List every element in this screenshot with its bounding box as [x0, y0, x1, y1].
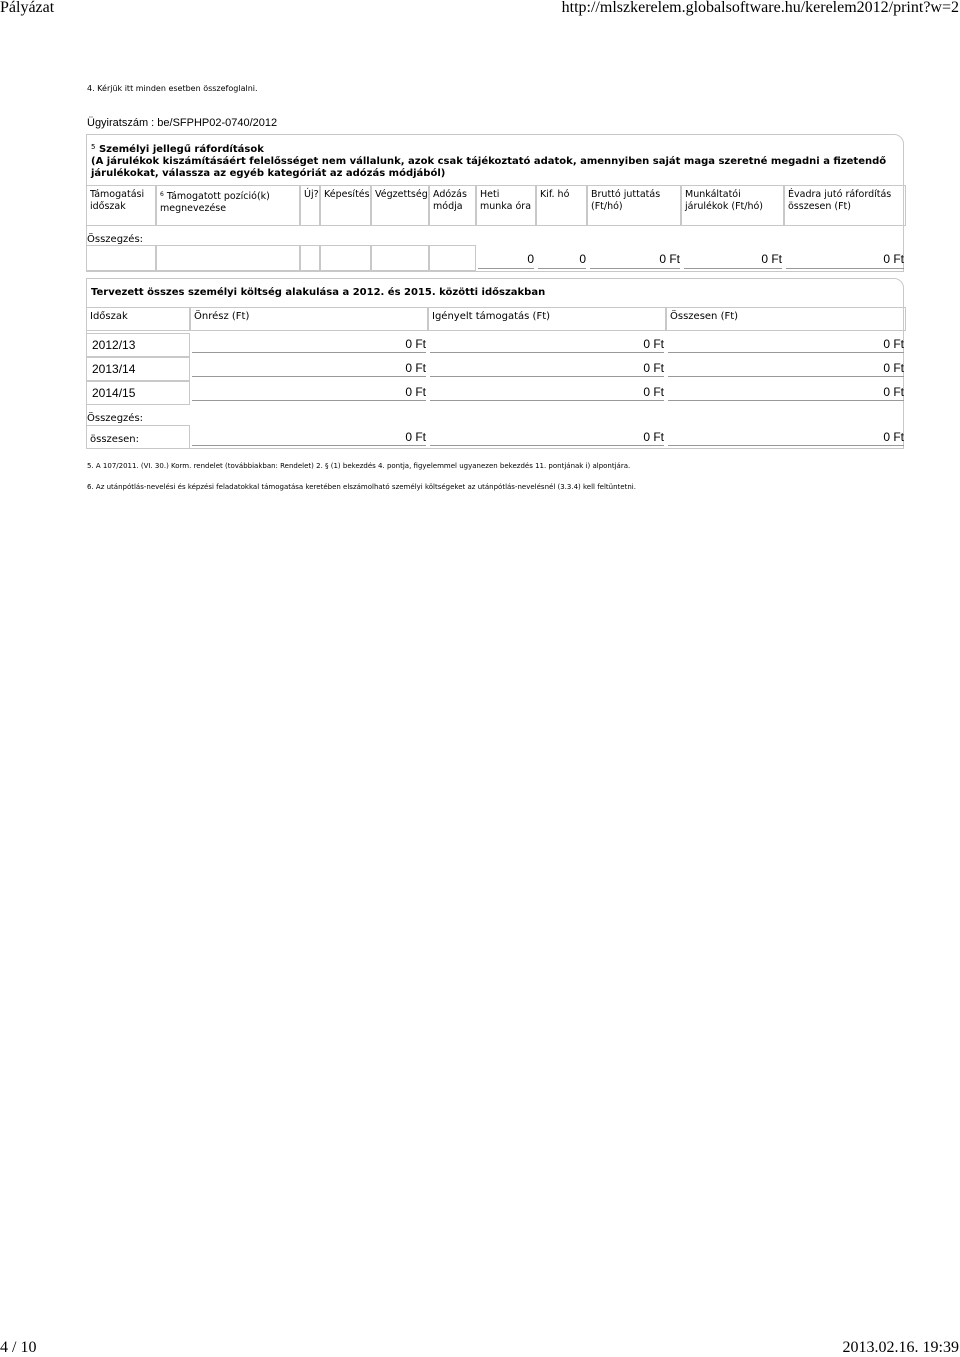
col-tax-mode: Adózás módja — [429, 185, 476, 226]
col-qualification: Képesítés — [320, 185, 371, 226]
col-new: Új? — [300, 185, 320, 226]
col-weekly-hours: Heti munka óra — [476, 185, 536, 226]
section1-note-line2: járulékokat, válassza az egyéb kategóriát az adózás módjából) — [91, 168, 446, 179]
page-title: Pályázat — [0, 0, 55, 16]
total-label: összesen: — [86, 425, 190, 449]
col-period: Időszak — [86, 307, 190, 331]
col-education: Végzettség — [371, 185, 429, 226]
summary-months-value: 0 — [538, 252, 586, 269]
summary-cell — [371, 245, 429, 271]
summary-cell — [156, 245, 300, 271]
print-datetime: 2013.02.16. 19:39 — [842, 1339, 959, 1356]
personnel-table-header — [86, 185, 906, 226]
col-season-total: Évadra jutó ráfordítás összesen (Ft) — [784, 185, 906, 226]
col-months: Kif. hó — [536, 185, 587, 226]
total-value-2013-14: 0 Ft — [668, 361, 904, 377]
summary-cell — [429, 245, 476, 271]
summary-cell — [320, 245, 371, 271]
own-value-2012-13: 0 Ft — [192, 337, 426, 353]
col-requested: Igényelt támogatás (Ft) — [428, 307, 666, 331]
own-value-2014-15: 0 Ft — [192, 385, 426, 401]
intro-text: 4. Kérjük itt minden esetben összefoglalni. — [87, 84, 258, 93]
page-number: 4 / 10 — [0, 1339, 37, 1356]
section1-footnote-ref: 5 — [91, 143, 96, 151]
col-total: Összesen (Ft) — [666, 307, 906, 331]
col-gross: Bruttó juttatás (Ft/hó) — [587, 185, 681, 226]
requested-total-value: 0 Ft — [430, 430, 664, 446]
summary-cell — [300, 245, 320, 271]
total-value-2014-15: 0 Ft — [668, 385, 904, 401]
summary-season-value: 0 Ft — [786, 252, 904, 269]
section1-heading: Személyi jellegű ráfordítások — [98, 144, 264, 155]
col-position: $^6$ Támogatott pozíció(k) megnevezése — [156, 185, 300, 226]
summary-hours-value: 0 — [478, 252, 534, 269]
requested-value-2014-15: 0 Ft — [430, 385, 664, 401]
own-total-value: 0 Ft — [192, 430, 426, 446]
total-value-2012-13: 0 Ft — [668, 337, 904, 353]
footnote-5: 5. A 107/2011. (VI. 30.) Korm. rendelet (továbbiakban: Rendelet) 2. § (1) bekezdés 4. pontja, figyelemmel ugyanezen bekezdés 11. pontjának i) alpontjára. — [87, 462, 631, 470]
section1-title — [91, 141, 891, 180]
period-cell-2013-14: 2013/14 — [86, 357, 190, 381]
col-period: Támogatási időszak — [86, 185, 156, 226]
summary-cell — [86, 245, 156, 271]
summary-gross-value: 0 Ft — [590, 252, 680, 269]
footnote-6: 6. Az utánpótlás-nevelési és képzési feladatokkal támogatása keretében elszámolható személyi költségeket az utánpótlás-nevelésnél (3.3.4) kell feltüntetni. — [87, 483, 636, 491]
summary-employer-value: 0 Ft — [684, 252, 782, 269]
col-own-share: Önrész (Ft) — [190, 307, 428, 331]
requested-value-2013-14: 0 Ft — [430, 361, 664, 377]
case-number: Ügyiratszám : be/SFPHP02-0740/2012 — [87, 117, 278, 129]
section1-summary-label: Összegzés: — [87, 234, 144, 245]
section1-note-line1: (A járulékok kiszámításáért felelősséget nem vállalunk, azok csak tájékoztató adatok, amennyiben saját maga szeretné megadni a fizetendő — [91, 156, 887, 167]
section2-summary-label: Összegzés: — [87, 413, 144, 424]
col-employer-contrib: Munkáltatói járulékok (Ft/hó) — [681, 185, 784, 226]
page-url: http://mlszkerelem.globalsoftware.hu/kerelem2012/print?w=2 — [561, 0, 959, 16]
own-value-2013-14: 0 Ft — [192, 361, 426, 377]
requested-value-2012-13: 0 Ft — [430, 337, 664, 353]
period-cell-2014-15: 2014/15 — [86, 381, 190, 405]
grand-total-value: 0 Ft — [668, 430, 904, 446]
section2-title: Tervezett összes személyi költség alakulása a 2012. és 2015. közötti időszakban — [91, 287, 546, 298]
period-cell-2012-13: 2012/13 — [86, 333, 190, 357]
